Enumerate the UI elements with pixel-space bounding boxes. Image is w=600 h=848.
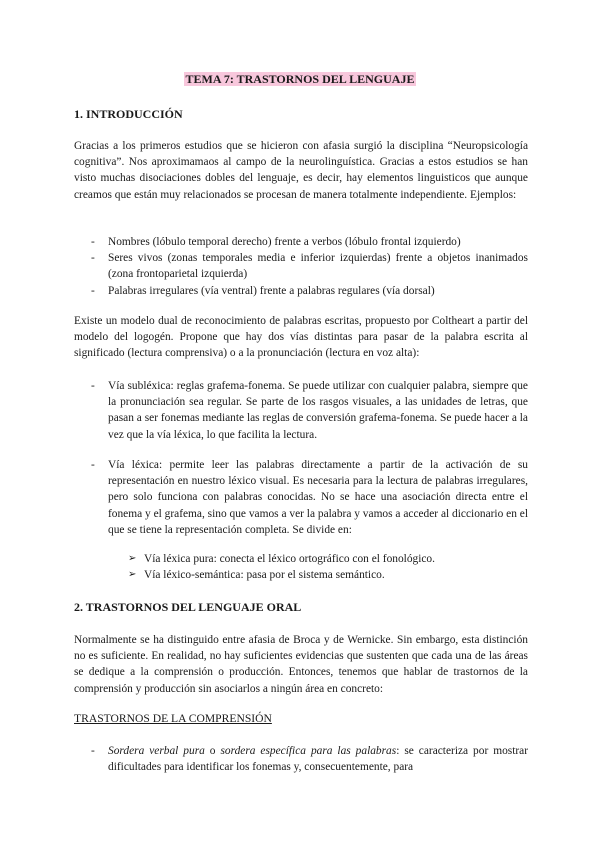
list-item: - Seres vivos (zonas temporales media e inferior izquierdas) frente a objetos inanimados (zona frontoparietal izquierda) [91, 252, 528, 281]
list-item: ➢ Vía léxico-semántica: pasa por el sistema semántico. [128, 567, 528, 583]
list-item: - Vía subléxica: reglas grafema-fonema. Se puede utilizar con cualquier palabra, siempre que la pronunciación sea regular. Se parte de los rasgos visuales, a las unidades de letras, que pasan a ser fonemas mediante las reglas de conversión grafema-fonema. Se puede hacer a la vez que la vía léxica, lo que facilita la lectura. [91, 380, 528, 441]
title-highlight: TEMA 7: TRASTORNOS DEL LENGUAJE [185, 72, 415, 86]
list-item: ➢ Vía léxica pura: conecta el léxico ortográfico con el fonológico. [128, 551, 528, 567]
comprehension-disorders-list [74, 743, 528, 775]
sublexical-route-list [74, 378, 528, 443]
arrow-bullet-icon: ➢ [128, 553, 137, 564]
lexical-subroutes-list [128, 551, 528, 583]
dash-bullet: - [91, 252, 95, 265]
dash-bullet: - [91, 284, 95, 297]
list-item: - Nombres (lóbulo temporal derecho) frente a verbos (lóbulo frontal izquierdo) [74, 234, 528, 250]
dual-model-paragraph: Existe un modelo dual de reconocimiento de palabras escritas, propuesto por Coltheart a partir del modelo del logogén. Propone que hay dos vías distintas para pasar de la palabra escrita al significado (lectura comprensiva) o a la pronunciación (lectura en voz alta): [74, 315, 528, 360]
intro-paragraph: Gracias a los primeros estudios que se hicieron con afasia surgió la disciplina “Neuropsicología cognitiva”. Nos aproximamaos al campo de la neurolinguística. Gracias a estos estudios se han visto muchas disociaciones dobles del lenguaje, es decir, hay elementos linguisticos que aunque creamos que están muy relacionados se procesan de manera totalmente independiente. Ejemplos: [74, 140, 528, 201]
oral-disorders-paragraph: Normalmente se ha distinguido entre afasia de Broca y de Wernicke. Sin embargo, esta distinción no es suficiente. En realidad, no hay suficientes evidencias que sustenten que cada una de las áreas se dedique a la comprensión o producción. Entonces, tenemos que hablar de trastornos de la comprensión y producción sin asociarlos a ningún área en concreto: [74, 634, 528, 695]
list-item: - Vía léxica: permite leer las palabras directamente a partir de la activación de su representación en nuestro léxico visual. Es necesaria para la lectura de palabras irregulares, pero solo funciona con palabras conocidas. No se hace una asociación directa entre el fonema y el grafema, sino que vamos a ver la palabra y vamos a acceder al diccionario en el que se tiene la representación completa. Se divide en: [91, 459, 528, 536]
section-heading-introduction: 1. INTRODUCCIÓN [74, 107, 183, 121]
section-heading-oral-language: 2. TRASTORNOS DEL LENGUAJE ORAL [74, 600, 302, 614]
dash-bullet: - [91, 459, 95, 471]
dash-bullet: - [91, 380, 95, 392]
arrow-bullet-icon: ➢ [128, 569, 137, 581]
list-item: - Palabras irregulares (vía ventral) frente a palabras regulares (vía dorsal) [74, 283, 528, 299]
lexical-route-list [74, 457, 528, 538]
dash-bullet: - [91, 745, 95, 757]
dash-bullet: - [91, 236, 95, 248]
examples-list [74, 234, 528, 299]
document-title [0, 71, 600, 87]
list-item: - Sordera verbal pura o sordera específica para las palabras: se caracteriza por mostrar dificultades para identificar los fonemas y, consecuentemente, para [91, 745, 528, 774]
comprehension-disorders-subheading: TRASTORNOS DE LA COMPRENSIÓN [74, 712, 272, 725]
